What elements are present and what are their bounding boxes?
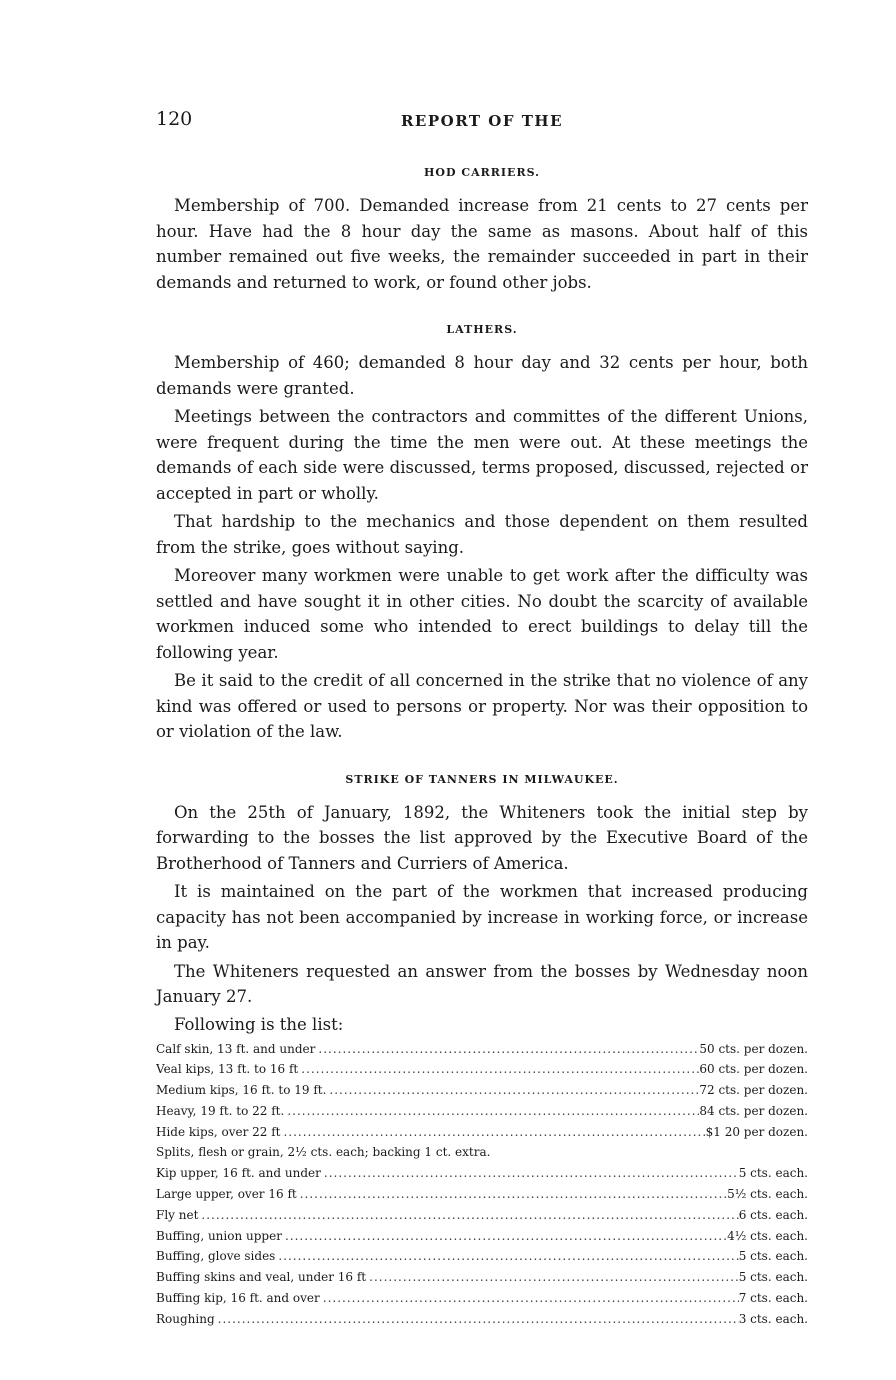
- paragraph: Membership of 460; demanded 8 hour day and 32 cents per hour, both demands were granted.: [156, 353, 808, 398]
- section-heading-hod-carriers: HOD CARRIERS.: [424, 166, 540, 179]
- price-list-item: Buffing skins and veal, under 16 ft: [156, 1270, 367, 1285]
- price-list-item: Kip upper, 16 ft. and under: [156, 1166, 321, 1181]
- paragraph: On the 25th of January, 1892, the Whiteners took the initial step by forwarding to the bosses the list approved by the Executive Board of the Brotherhood of Tanners and Curriers of America.: [156, 802, 808, 873]
- page-number: 120: [156, 108, 193, 130]
- price-list-note: Splits, flesh or grain, 2½ cts. each; backing 1 ct. extra.: [156, 1145, 491, 1160]
- price-list-row: [156, 1288, 808, 1309]
- dot-leader: [215, 1309, 739, 1330]
- price-list-row: [156, 1059, 808, 1080]
- paragraph: It is maintained on the part of the workmen that increased producing capacity has not been accompanied by increase in working force, or increase in pay.: [156, 882, 808, 952]
- price-list-price: 6 cts. each.: [738, 1207, 808, 1222]
- dot-leader: [275, 1246, 738, 1267]
- running-title: REPORT OF THE: [400, 112, 564, 130]
- price-list-row: [156, 1309, 808, 1330]
- dot-leader: [282, 1226, 727, 1247]
- price-list-item: Buffing kip, 16 ft. and over: [156, 1291, 320, 1306]
- section-heading-tanners-strike: STRIKE OF TANNERS IN MILWAUKEE.: [345, 772, 619, 786]
- price-list-row: [156, 1122, 808, 1143]
- price-list-price: 5 cts. each.: [738, 1249, 808, 1264]
- dot-leader: [326, 1080, 699, 1101]
- dot-leader: [297, 1184, 727, 1205]
- price-list-price: 60 cts. per dozen.: [699, 1062, 808, 1077]
- price-list-row: [156, 1246, 808, 1267]
- price-list-item: Fly net: [156, 1207, 199, 1222]
- price-list-item: Buffing, union upper: [156, 1228, 282, 1243]
- price-list-row: [156, 1267, 808, 1288]
- price-list-price: 4½ cts. each.: [727, 1228, 808, 1243]
- price-list-row: [156, 1101, 808, 1122]
- dot-leader: [315, 1039, 699, 1060]
- price-list-item: Buffing, glove sides: [156, 1249, 276, 1264]
- price-list-item: Medium kips, 16 ft. to 19 ft.: [156, 1083, 327, 1098]
- price-list-row: [156, 1080, 808, 1101]
- price-list-row: [156, 1184, 808, 1205]
- running-head: [156, 108, 808, 138]
- paragraph: The Whiteners requested an answer from the bosses by Wednesday noon January 27.: [156, 961, 808, 1006]
- dot-leader: [198, 1205, 738, 1226]
- paragraph: Be it said to the credit of all concerned in the strike that no violence of any kind was offered or used to persons or property. Nor was their opposition to or violation of the law.: [156, 671, 808, 741]
- price-list-row: [156, 1205, 808, 1226]
- price-list-row: [156, 1226, 808, 1247]
- paragraph: That hardship to the mechanics and those dependent on them resulted from the strike, goes without saying.: [156, 512, 808, 557]
- price-list-row: [156, 1142, 808, 1163]
- dot-leader: [320, 1288, 739, 1309]
- paragraph: Membership of 700. Demanded increase from 21 cents to 27 cents per hour. Have had the 8 hour day the same as masons. About half of this number remained out five weeks, the remainder succeeded in part in their demands and returned to work, or found other jobs.: [156, 196, 808, 292]
- dot-leader: [366, 1267, 739, 1288]
- price-list-price: $1 20 per dozen.: [705, 1124, 808, 1139]
- price-list-item: Veal kips, 13 ft. to 16 ft: [156, 1062, 299, 1077]
- price-list-item: Roughing: [156, 1311, 215, 1326]
- dot-leader: [284, 1101, 699, 1122]
- price-list-price: 84 cts. per dozen.: [699, 1103, 808, 1118]
- price-list-item: Heavy, 19 ft. to 22 ft.: [156, 1103, 285, 1118]
- dot-leader: [321, 1163, 739, 1184]
- price-list: [156, 1039, 808, 1330]
- price-list-price: 72 cts. per dozen.: [699, 1083, 808, 1098]
- price-list-price: 50 cts. per dozen.: [699, 1041, 808, 1056]
- list-intro: Following is the list:: [174, 1014, 344, 1034]
- price-list-price: 5 cts. each.: [738, 1166, 808, 1181]
- paragraph: Moreover many workmen were unable to get work after the difficulty was settled and have sought it in other cities. No doubt the scarcity of available workmen induced some who intended to erect buildings to delay till the following year.: [156, 566, 808, 662]
- price-list-price: 7 cts. each.: [738, 1291, 808, 1306]
- section-heading-lathers: LATHERS.: [446, 323, 518, 336]
- dot-leader: [298, 1059, 699, 1080]
- price-list-price: 5½ cts. each.: [727, 1187, 808, 1202]
- price-list-item: Hide kips, over 22 ft: [156, 1124, 281, 1139]
- price-list-item: Calf skin, 13 ft. and under: [156, 1041, 316, 1056]
- price-list-row: [156, 1163, 808, 1184]
- dot-leader: [280, 1122, 705, 1143]
- price-list-price: 3 cts. each.: [738, 1311, 808, 1326]
- price-list-price: 5 cts. each.: [738, 1270, 808, 1285]
- price-list-item: Large upper, over 16 ft: [156, 1187, 297, 1202]
- paragraph: Meetings between the contractors and committes of the different Unions, were frequent during the time the men were out. At these meetings the demands of each side were discussed, terms proposed, discussed, rejected or accepted in part or wholly.: [156, 407, 808, 503]
- price-list-row: [156, 1039, 808, 1060]
- page-body: [156, 108, 808, 1330]
